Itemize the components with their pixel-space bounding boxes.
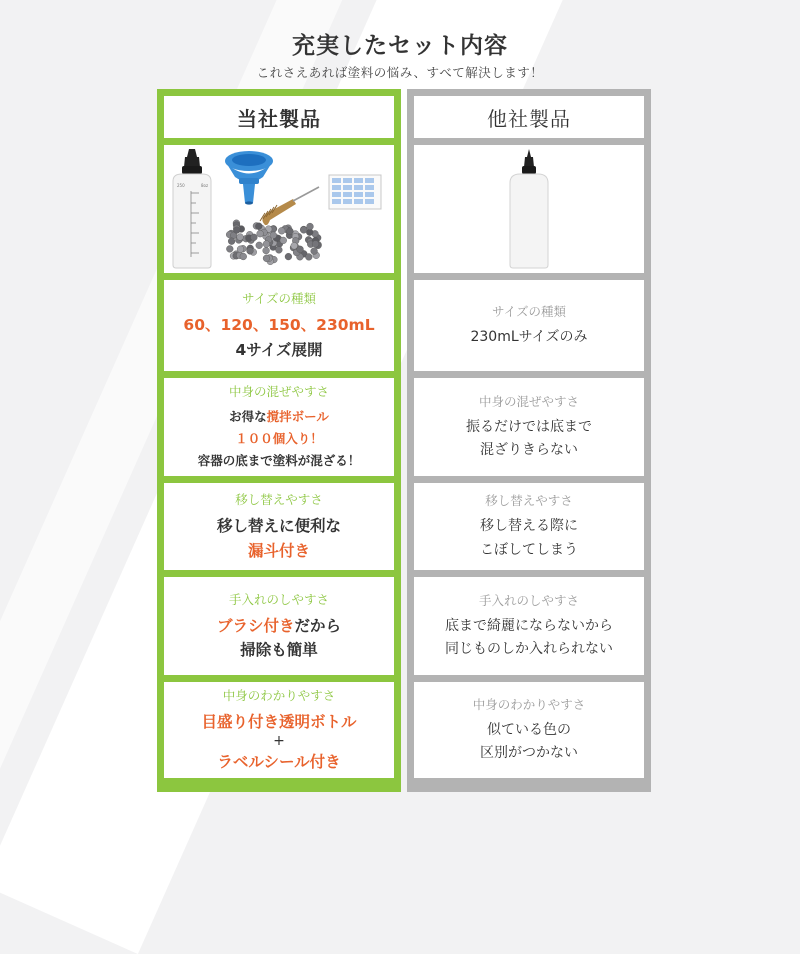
mixing-ball (312, 241, 319, 248)
our-mix-row (164, 378, 394, 476)
other-care-line2: 同じものしか入れられない (445, 641, 613, 657)
our-mix-label: 中身の混ぜやすさ (228, 384, 329, 400)
mixing-ball (263, 241, 270, 248)
mixing-ball (311, 248, 318, 255)
mixing-ball (285, 253, 292, 260)
mixing-ball (263, 247, 270, 254)
other-size-text: 230mLサイズのみ (470, 328, 588, 345)
our-mix-line2: １００個入り！ (235, 431, 323, 447)
page-title: 充実したセット内容 (292, 33, 508, 59)
our-product-header (164, 96, 394, 138)
other-product-title: 他社製品 (487, 106, 571, 131)
other-transfer-line2: こぼしてしまう (480, 541, 578, 558)
our-mix-balls-text: 撹拌ボール (266, 409, 329, 425)
cleaning-brush-icon (260, 187, 319, 225)
mixing-ball (255, 223, 262, 230)
our-care-label: 手入れのしやすさ (228, 591, 329, 607)
our-transfer-line2: 漏斗付き (247, 541, 310, 560)
other-care-line1: 底まで綺麗にならないから (445, 617, 613, 634)
mixing-ball (226, 246, 233, 253)
our-size-label: サイズの種類 (241, 291, 316, 307)
our-mix-line3: 容器の底まで塗料が混ざる！ (197, 452, 361, 468)
other-mix-line2: 混ざりきらない (480, 442, 578, 458)
mixing-ball (280, 237, 287, 244)
other-size-label: サイズの種類 (491, 303, 566, 319)
product-set-illustration (169, 147, 389, 271)
other-visibility-line2: 区別がつかない (480, 745, 578, 761)
our-visibility-label: 中身のわかりやすさ (222, 688, 336, 704)
squeeze-bottle-icon (499, 147, 559, 271)
our-visibility-line1: 目盛り付き透明ボトル (201, 713, 357, 732)
mixing-ball (276, 247, 283, 254)
other-transfer-row (414, 483, 644, 570)
our-care-line2: 掃除も簡単 (240, 641, 318, 659)
our-product-title: 当社製品 (237, 106, 321, 131)
our-size-count: 4サイズ展開 (235, 340, 323, 359)
svg-text:8oz: 8oz (201, 183, 209, 188)
mixing-ball (251, 234, 258, 241)
other-transfer-label: 移し替えやすさ (485, 493, 573, 509)
our-transfer-row (164, 483, 394, 570)
other-visibility-label: 中身のわかりやすさ (472, 696, 586, 712)
other-visibility-line1: 似ている色の (487, 721, 571, 738)
mixing-ball (291, 242, 298, 249)
label-sheet-icon (329, 175, 381, 209)
mixing-ball (233, 227, 240, 234)
page-subtitle: これさえあれば塗料の悩み、すべて解決します！ (256, 65, 544, 80)
other-product-image (414, 145, 644, 273)
our-mix-line1: お得な撹拌ボール (229, 409, 329, 425)
our-transfer-label: 移し替えやすさ (235, 492, 323, 508)
our-visibility-row (164, 682, 394, 778)
other-mix-row (414, 378, 644, 476)
our-transfer-line1: 移し替えに便利な (216, 517, 341, 536)
mixing-ball (247, 247, 254, 254)
mixing-ball (228, 238, 235, 245)
mixing-ball (263, 255, 270, 262)
mixing-ball (300, 227, 307, 234)
mixing-ball (305, 254, 312, 261)
our-size-row (164, 280, 394, 371)
other-mix-label: 中身の混ぜやすさ (478, 393, 579, 409)
mixing-ball (256, 242, 263, 249)
our-care-line1: ブラシ付きだから (216, 616, 342, 635)
mixing-ball (237, 234, 244, 241)
our-size-list: 60、120、150、230mL (183, 316, 375, 335)
mixing-ball (297, 246, 304, 253)
our-care-row (164, 577, 394, 675)
mixing-ball (307, 223, 314, 230)
mixing-ball (237, 246, 244, 253)
our-product-image (164, 145, 394, 273)
other-care-row (414, 577, 644, 675)
mixing-ball (240, 253, 247, 260)
other-transfer-line1: 移し替える際に (480, 518, 578, 535)
our-product-column (157, 89, 401, 792)
other-visibility-row (414, 682, 644, 778)
squeeze-bottle-icon (173, 149, 211, 268)
our-visibility-line2: ラベルシール付き (217, 752, 341, 771)
other-care-label: 手入れのしやすさ (478, 592, 579, 608)
mixing-ball (287, 228, 294, 235)
plus-sign: + (273, 733, 285, 750)
funnel-icon (225, 151, 273, 205)
other-product-column (407, 89, 651, 792)
mixing-ball (270, 232, 277, 239)
other-product-header (414, 96, 644, 138)
other-mix-line1: 振るだけでは底まで (466, 418, 592, 435)
other-size-row (414, 280, 644, 371)
mixing-ball (257, 230, 264, 237)
mixing-ball (278, 227, 285, 234)
svg-text:250: 250 (177, 183, 185, 188)
mixing-balls-icon (226, 220, 321, 265)
